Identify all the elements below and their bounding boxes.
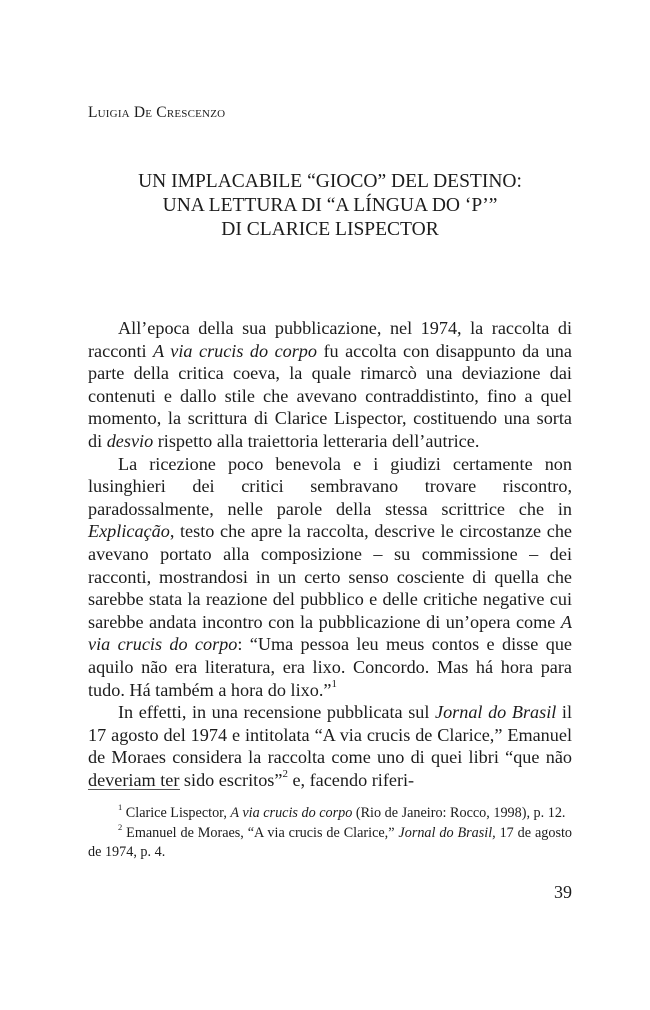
footnote-1-italic: A via crucis do corpo [230,805,353,821]
author-name: Luigia De Crescenzo [88,104,226,121]
paragraph-1-text-c: rispetto alla traiettoria letteraria dell’autrice. [153,430,480,451]
footnote-1-number: 1 [118,802,123,812]
article-title [88,170,572,242]
footnote-ref-2[interactable]: 2 [282,768,288,781]
paragraph-3-text-c: e, facendo riferi- [287,769,415,790]
footnote-2-text-b: 17 de agosto de 1974, p. 4. [88,824,573,860]
paragraph-2-italic-b: A via crucis do corpo [88,611,572,655]
paragraph-3-text-a: In effetti, in una recensione pubblicata sul [118,702,435,723]
paragraph-1-italic-a: A via crucis do corpo [153,340,317,361]
footnote-1-text-b: (Rio de Janeiro: Rocco, 1998), p. 12. [352,805,566,821]
paragraph-2-text-c: : “Uma pessoa leu meus contos e disse que aquilo não era literatura, era lixo. Concordo. Mas há hora para tudo. Há também a hora do lixo.” [88,634,572,700]
title-line-2: UNA LETTURA DI “A LÍNGUA DO ‘P’” [162,195,498,216]
paragraph-2-text-b: , testo che apre la raccolta, descrive le circostanze che avevano portato alla composizione – su commissione – dei racconti, mostrandosi in un certo senso cosciente di quella che sarebbe stata la reazione del pubblico e delle critiche negative cui sarebbe andata incontro con la pubblicazione di un’opera come [88,521,572,632]
footnote-divider [88,789,180,790]
footnote-2 [88,821,573,863]
paragraph-1-text-b: fu accolta con disappunto da una parte della critica coeva, la quale rimarcò una deviazione dai contenuti e dallo stile che avevano contraddistinto, fino a quel momento, la scrittura di Clarice Lispector, costituendo una sorta di [88,340,572,451]
footnote-2-italic: Jornal do Brasil, [398,824,496,841]
footnote-2-number: 2 [118,821,123,832]
paragraph-2 [88,453,572,702]
title-line-3: DI CLARICE LISPECTOR [221,219,439,240]
paragraph-1-italic-b: desvio [106,430,154,451]
footnote-ref-1[interactable]: 1 [331,677,337,690]
footnote-2-text-a: Emanuel de Moraes, “A via crucis de Clarice,” [122,824,399,841]
footnotes [88,804,572,863]
paragraph-3 [88,701,572,791]
paragraph-3-text-b: il 17 agosto del 1974 e intitolata “A via crucis de Clarice,” Emanuel de Moraes considera la raccolta come uno di quei libri “que não deveriam ter sido escritos” [88,702,572,790]
paragraph-2-italic-a: Explicação [88,521,170,542]
paragraph-3-italic-a: Jornal do Brasil [435,702,557,723]
title-line-1: UN IMPLACABILE “GIOCO” DEL DESTINO: [138,171,522,192]
footnote-1 [88,804,572,824]
footnote-1-text-a: Clarice Lispector, [122,805,231,821]
page-number: 39 [554,882,572,902]
paragraph-1 [88,317,572,453]
paragraph-1-text-a: All’epoca della sua pubblicazione, nel 1974, la raccolta di racconti [88,318,572,361]
paragraph-2-text-a: La ricezione poco benevola e i giudizi certamente non lusinghieri dei critici sembravano trovare riscontro, paradossalmente, nelle parole della stessa scrittrice che in [88,453,572,519]
body-text [88,317,572,791]
